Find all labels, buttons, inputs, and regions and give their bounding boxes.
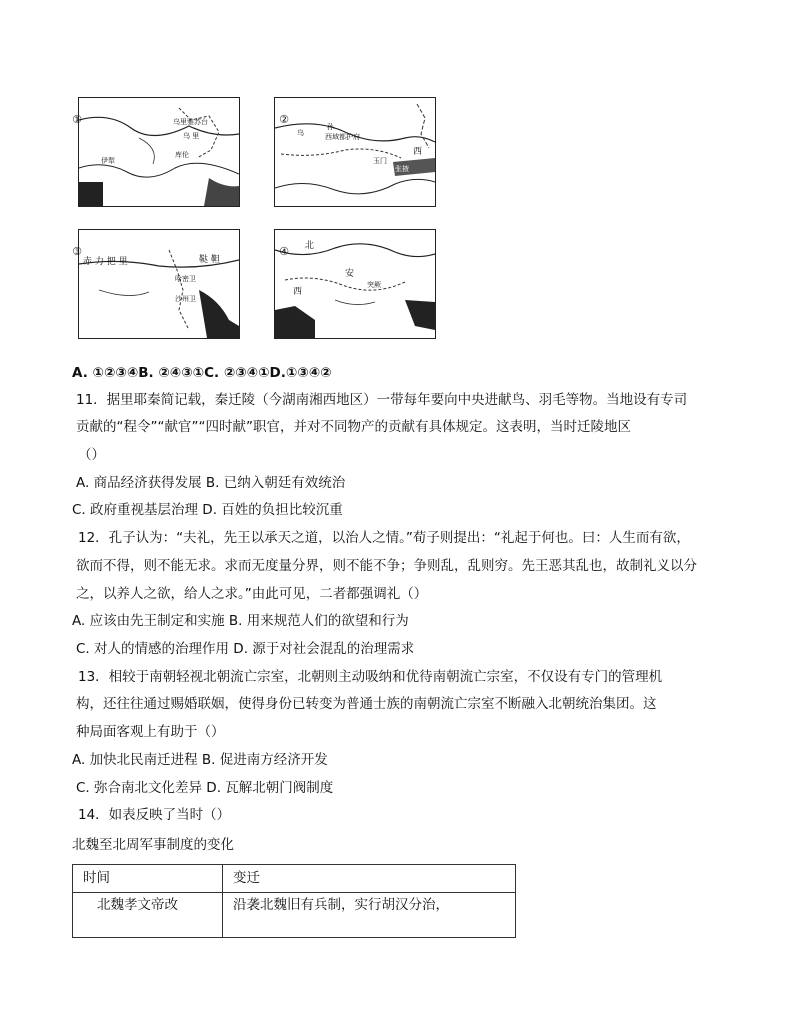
map-4-label: 突厥 [367,281,381,289]
q13-stem: 种局面客观上有助于（） [76,724,225,740]
map-1-caption: ① [72,113,82,126]
map-2-label: 玉门 [373,157,387,165]
map-1-label: 乌里雅苏台 [173,118,208,126]
map-1-label: 乌 里 [183,132,200,140]
q12-stem: 12．孔子认为：“夫礼，先王以承天之道，以治人之情。”荀子则提出：“礼起于何也。曰：人生而有欲， [78,530,690,546]
q10-options: A. ①②③④B. ②④③①C. ②③④①D.①③④② [72,365,332,381]
map-2-label: 西 [413,147,423,157]
q11-options: A. 商品经济获得发展 B. 已纳入朝廷有效统治 [76,475,346,491]
map-3-label: 赤 力 把 里 [83,257,128,267]
q11-stem: 11．据里耶秦简记载，秦迁陵（今湖南湘西地区）一带每年要向中央进献鸟、羽毛等物。当地设有专司 [76,392,688,408]
map-1 [78,97,240,207]
map-4-caption: ④ [279,245,289,258]
map-2-label: 乌 [297,129,304,137]
q12-stem: 之，以养人之欲，给人之求。”由此可见，二者都强调礼（） [76,586,428,602]
map-figure [74,95,436,350]
map-2-label: 张掖 [395,165,409,173]
q11-options: C. 政府重视基层治理 D. 百姓的负担比较沉重 [72,502,343,518]
table-header-cell: 变迁 [223,865,516,893]
map-2-label: 西域都护府 [325,133,360,141]
q13-stem: 构，还往往通过赐婚联姻，使得身份已转变为普通士族的南朝流亡宗室不断融入北朝统治集团。这 [76,696,657,712]
table-title: 北魏至北周军事制度的变化 [72,837,234,853]
map-2-drawing [275,98,435,206]
map-1-label: 伊犁 [101,157,115,165]
q12-options: C. 对人的情感的治理作用 D. 源于对社会混乱的治理需求 [76,641,415,657]
map-3-caption: ③ [72,245,82,258]
map-4-label: 安 [345,269,355,279]
table-cell: 北魏孝文帝改 [73,893,223,938]
map-1-drawing [79,98,239,206]
map-2 [274,97,436,207]
table-cell: 沿袭北魏旧有兵制，实行胡汉分治， [223,893,516,938]
map-4 [274,229,436,339]
map-3-label: 哈密卫 [175,275,196,283]
military-system-table [72,864,516,938]
map-2-caption: ② [279,113,289,126]
map-2-label: 孙 [327,123,334,131]
q11-stem: （） [78,447,105,463]
map-3-label: 鞑 靼 [199,255,220,265]
q12-stem: 欲而不得，则不能无求。求而无度量分界，则不能不争；争则乱，乱则穷。先王恶其乱也，故制礼义以分 [76,558,697,574]
table-header-row [73,865,516,893]
table-header-cell: 时间 [73,865,223,893]
q12-options: A. 应该由先王制定和实施 B. 用来规范人们的欲望和行为 [72,613,409,629]
map-3 [78,229,240,339]
map-4-label: 北 [305,241,315,251]
table-row [73,893,516,938]
q11-stem: 贡献的“程令”“献官”“四时献”职官，并对不同物产的贡献有具体规定。这表明，当时迁陵地区 [76,419,631,435]
map-1-label: 库伦 [175,151,189,159]
q13-options: C. 弥合南北文化差异 D. 瓦解北朝门阀制度 [76,780,334,796]
q13-options: A. 加快北民南迁进程 B. 促进南方经济开发 [72,752,328,768]
map-3-drawing [79,230,239,338]
map-4-label: 西 [293,287,303,297]
q13-stem: 13．相较于南朝轻视北朝流亡宗室，北朝则主动吸纳和优待南朝流亡宗室，不仅设有专门的管理机 [78,669,663,685]
q14-stem: 14．如表反映了当时（） [78,807,231,823]
map-3-label: 沙州卫 [175,295,196,303]
